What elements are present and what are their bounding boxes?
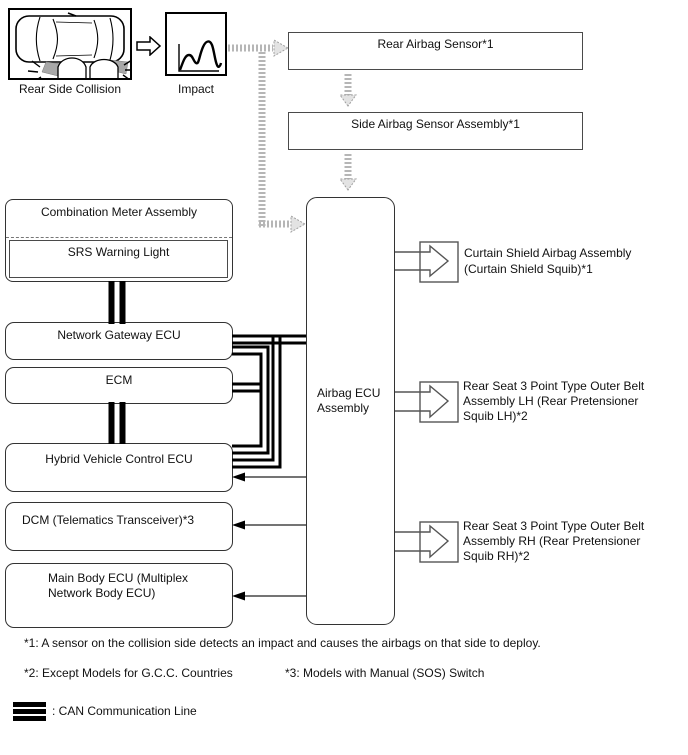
footnote-2: *2: Except Models for G.C.C. Countries: [24, 666, 233, 680]
belt-rh-line1: Rear Seat 3 Point Type Outer Belt: [463, 519, 645, 533]
combination-meter-box: [5, 199, 233, 282]
main-body-ecu-label-line2: Network Body ECU): [48, 586, 156, 600]
rear-side-collision-illustration: [8, 8, 132, 80]
dcm-box: [5, 502, 233, 551]
airbag-ecu-label-line2: Assembly: [317, 401, 370, 415]
curtain-shield-text: [464, 245, 631, 277]
belt-lh-line1: Rear Seat 3 Point Type Outer Belt: [463, 379, 645, 393]
legend-label: : CAN Communication Line: [52, 704, 197, 718]
dashed-divider: [6, 237, 232, 238]
footnote-3: *3: Models with Manual (SOS) Switch: [285, 666, 485, 680]
collision-caption: Rear Side Collision: [18, 82, 122, 96]
can-line-bars-icon: [13, 702, 46, 723]
rear-airbag-sensor-label: Rear Airbag Sensor*1: [377, 37, 494, 51]
ecm-box: [5, 367, 233, 404]
dcm-label: DCM (Telematics Transceiver)*3: [22, 513, 195, 527]
impact-caption: Impact: [177, 82, 214, 96]
footnote-1: *1: A sensor on the collision side detects an impact and causes the airbags on that side to deploy.: [24, 636, 541, 650]
belt-rh-line2: Assembly RH (Rear Pretensioner: [463, 534, 641, 548]
airbag-ecu-assembly-box: [306, 197, 395, 625]
airbag-ecu-label-line1: Airbag ECU: [317, 386, 381, 400]
curtain-shield-line1: Curtain Shield Airbag Assembly: [464, 246, 632, 260]
hybrid-vehicle-control-ecu-label: Hybrid Vehicle Control ECU: [45, 452, 193, 466]
belt-lh-line2: Assembly LH (Rear Pretensioner: [463, 394, 639, 408]
belt-lh-line3: Squib LH)*2: [463, 409, 528, 423]
main-body-ecu-label-line1: Main Body ECU (Multiplex: [48, 571, 189, 585]
side-airbag-sensor-label: Side Airbag Sensor Assembly*1: [351, 117, 520, 131]
belt-rh-text: [463, 519, 644, 564]
belt-rh-line3: Squib RH)*2: [463, 549, 530, 563]
hybrid-vehicle-control-ecu-box: [5, 443, 233, 492]
curtain-shield-line2: (Curtain Shield Squib)*1: [464, 262, 593, 276]
main-body-ecu-box: [5, 563, 233, 628]
impact-waveform-icon: [167, 14, 225, 74]
srs-warning-light-label: SRS Warning Light: [67, 245, 170, 259]
network-gateway-ecu-label: Network Gateway ECU: [57, 328, 181, 342]
network-gateway-ecu-box: [5, 322, 233, 360]
belt-lh-text: [463, 379, 644, 424]
impact-graph: [165, 12, 227, 76]
srs-warning-light-box: [9, 240, 228, 278]
ecm-label: ECM: [105, 373, 133, 387]
block-arrow-right-icon: [136, 36, 162, 61]
side-airbag-sensor-box: [288, 112, 583, 150]
combination-meter-label: Combination Meter Assembly: [40, 205, 198, 219]
car-top-view-icon: [10, 10, 130, 78]
rear-airbag-sensor-box: [288, 32, 583, 70]
